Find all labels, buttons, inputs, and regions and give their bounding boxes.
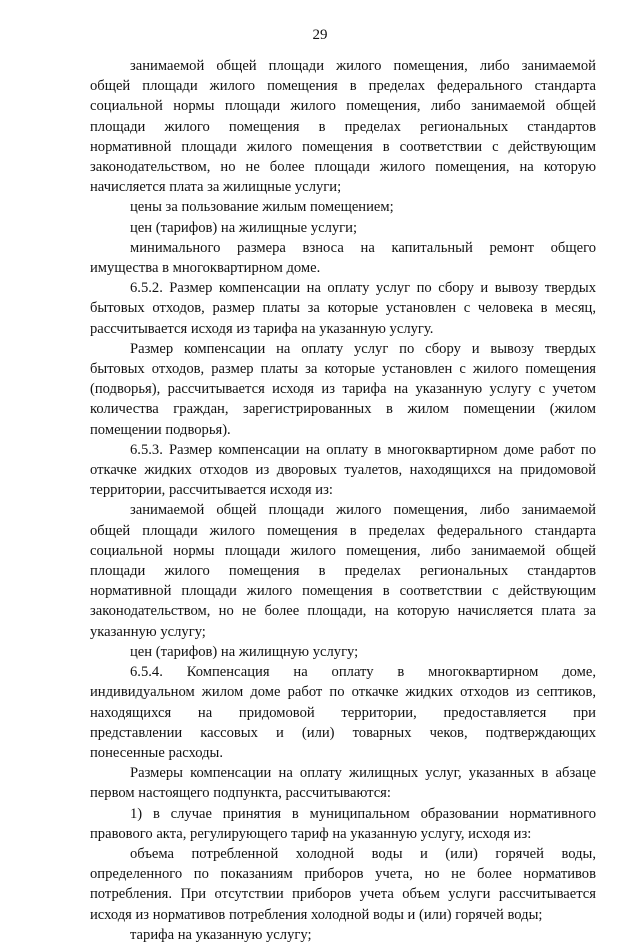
text-line: занимаемой общей площади жилого помещения, либо занимаемой — [130, 502, 596, 519]
text-line: бытовых отходов, размер платы за которые установлен с человека в месяц, — [90, 300, 596, 317]
text-line: социальной нормы площади жилого помещения, либо занимаемой общей — [90, 542, 596, 559]
text-line: имущества в многоквартирном доме. — [90, 260, 321, 277]
text-line: цен (тарифов) на жилищные услуги; — [130, 219, 358, 236]
text-line: исходя из нормативов потребления холодной воды и (или) горячей воды; — [90, 906, 543, 923]
text-line: законодательством, но не более площади жилого помещения, на которую — [90, 159, 596, 176]
text-line: тарифа на указанную услугу; — [130, 926, 312, 943]
paragraph — [90, 844, 596, 925]
text-line: находящихся на придомовой территории, предоставляется при — [90, 704, 596, 721]
text-line: индивидуальном жилом доме работ по откачке жидких отходов из септиков, — [90, 684, 596, 701]
text-line: нормативной площади жилого помещения в соответствии с действующим — [90, 138, 596, 155]
text-line: Размер компенсации на оплату услуг по сбору и вывозу твердых — [130, 340, 596, 357]
text-line: минимального размера взноса на капитальный ремонт общего — [130, 239, 596, 256]
paragraph — [90, 278, 596, 339]
text-line: (подворья), рассчитывается исходя из тарифа на указанную услугу с учетом — [90, 381, 596, 398]
text-line: помещении подворья). — [90, 421, 231, 438]
document-body — [90, 56, 596, 945]
text-line: потребления. При отсутствии приборов учета объем услуги рассчитывается — [90, 886, 596, 903]
paragraph — [90, 238, 596, 278]
text-line: бытовых отходов, размер платы за которые установлен с жилого помещения — [90, 361, 596, 378]
paragraph — [90, 763, 596, 803]
text-line: первом настоящего подпункта, рассчитываются: — [90, 785, 391, 802]
text-line: 6.5.3. Размер компенсации на оплату в многоквартирном доме работ по — [130, 441, 596, 458]
text-line: общей площади жилого помещения в пределах федерального стандарта — [90, 78, 596, 95]
text-line: правового акта, регулирующего тариф на указанную услугу, исходя из: — [90, 825, 532, 842]
paragraph — [90, 500, 596, 641]
text-line: 6.5.2. Размер компенсации на оплату услуг по сбору и вывозу твердых — [130, 280, 596, 297]
text-line: определенного по показаниям приборов учета, но не более нормативов — [90, 866, 596, 883]
text-line: цены за пользование жилым помещением; — [130, 199, 394, 216]
text-line: количества граждан, зарегистрированных в жилом помещении (жилом — [90, 401, 596, 418]
text-line: объема потребленной холодной воды и (или) горячей воды, — [130, 845, 596, 862]
text-line: общей площади жилого помещения в пределах федерального стандарта — [90, 522, 596, 539]
text-line: нормативной площади жилого помещения в соответствии с действующим — [90, 583, 596, 600]
text-line: рассчитывается исходя из тарифа на указанную услугу. — [90, 320, 434, 337]
paragraph — [90, 804, 596, 844]
paragraph — [90, 339, 596, 440]
text-line: социальной нормы площади жилого помещения, либо занимаемой общей — [90, 98, 596, 115]
paragraph — [90, 218, 596, 238]
paragraph — [90, 440, 596, 501]
text-line: площади жилого помещения в пределах региональных стандартов — [90, 563, 596, 580]
text-line: понесенные расходы. — [90, 744, 223, 761]
text-line: территории, рассчитывается исходя из: — [90, 482, 333, 499]
text-line: 1) в случае принятия в муниципальном образовании нормативного — [130, 805, 596, 822]
page-number: 29 — [312, 27, 328, 43]
paragraph — [90, 662, 596, 763]
text-line: Размеры компенсации на оплату жилищных услуг, указанных в абзаце — [130, 765, 596, 782]
paragraph — [90, 197, 596, 217]
text-line: представлении кассовых и (или) товарных чеков, подтверждающих — [90, 724, 596, 741]
text-line: цен (тарифов) на жилищную услугу; — [130, 643, 359, 660]
paragraph — [90, 925, 596, 945]
text-line: 6.5.4. Компенсация на оплату в многоквартирном доме, — [130, 664, 596, 681]
text-line: откачке жидких отходов из дворовых туалетов, находящихся на придомовой — [90, 462, 596, 479]
paragraph — [90, 642, 596, 662]
text-line: площади жилого помещения в пределах региональных стандартов — [90, 118, 596, 135]
text-line: указанную услугу; — [90, 623, 206, 640]
text-line: законодательством, но не более площади, на которую начисляется плата за — [90, 603, 596, 620]
text-line: начисляется плата за жилищные услуги; — [90, 179, 342, 196]
paragraph — [90, 56, 596, 197]
text-line: занимаемой общей площади жилого помещения, либо занимаемой — [130, 58, 596, 74]
